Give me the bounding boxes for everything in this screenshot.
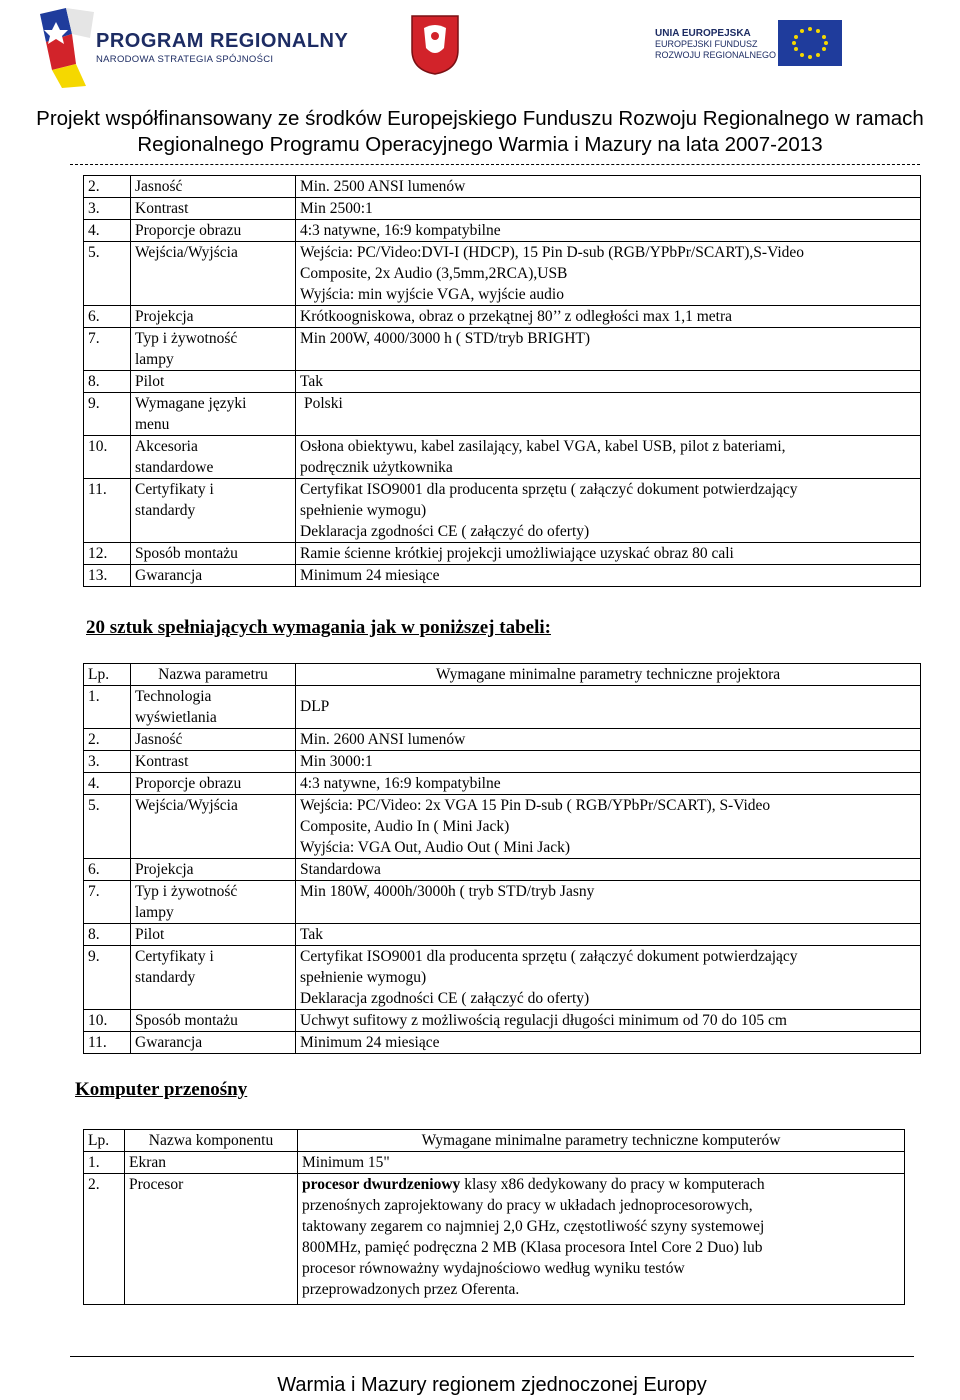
param-name: Jasność bbox=[131, 176, 296, 198]
value-line: Wejścia: PC/Video: 2x VGA 15 Pin D-sub ( RGB/YPbPr/SCART), S-Video bbox=[300, 797, 771, 814]
table-row bbox=[84, 176, 921, 198]
table-row bbox=[84, 686, 921, 729]
param-name bbox=[131, 686, 296, 729]
param-value: Min 180W, 4000h/3000h ( tryb STD/tryb Jasny bbox=[296, 881, 921, 924]
name-line: Certyfikaty i bbox=[135, 948, 214, 965]
table-row bbox=[84, 1032, 921, 1054]
param-name bbox=[131, 479, 296, 543]
param-value bbox=[296, 242, 921, 306]
param-name bbox=[131, 393, 296, 436]
component-value bbox=[298, 1174, 905, 1305]
param-name: Projekcja bbox=[131, 306, 296, 328]
row-number: 2. bbox=[84, 1174, 125, 1305]
row-number: 1. bbox=[84, 686, 131, 729]
component-name: Procesor bbox=[125, 1174, 298, 1305]
value-line: spełnienie wymogu) bbox=[300, 969, 427, 986]
param-value: Min. 2500 ANSI lumenów bbox=[296, 176, 921, 198]
section-heading-projectors-20: 20 sztuk spełniających wymagania jak w poniższej tabeli: bbox=[86, 617, 551, 638]
table-row bbox=[84, 306, 921, 328]
value-line: Composite, 2x Audio (3,5mm,2RCA),USB bbox=[300, 265, 568, 282]
eu-text-block bbox=[655, 28, 776, 61]
param-name: Projekcja bbox=[131, 859, 296, 881]
row-number: 12. bbox=[84, 543, 131, 565]
value-line: przeprowadzonych przez Oferenta. bbox=[302, 1281, 520, 1298]
value-line: Wejścia: PC/Video:DVI-I (HDCP), 15 Pin D-sub (RGB/YPbPr/SCART),S-Video bbox=[300, 244, 805, 261]
name-line: Technologia bbox=[135, 688, 212, 705]
param-name: Pilot bbox=[131, 371, 296, 393]
param-value bbox=[296, 479, 921, 543]
name-line: Typ i żywotność bbox=[135, 883, 238, 900]
value-line: 800MHz, pamięć podręczna 2 MB (Klasa procesora Intel Core 2 Duo) lub bbox=[302, 1239, 763, 1256]
table-row bbox=[84, 729, 921, 751]
param-name: Kontrast bbox=[131, 751, 296, 773]
param-name bbox=[131, 881, 296, 924]
name-line: standardy bbox=[135, 502, 196, 519]
param-value bbox=[296, 946, 921, 1010]
name-line: standardowe bbox=[135, 459, 214, 476]
value-line: Certyfikat ISO9001 dla producenta sprzętu ( załączyć dokument potwierdzający bbox=[300, 481, 798, 498]
row-number: 11. bbox=[84, 479, 131, 543]
param-name: Gwarancja bbox=[131, 1032, 296, 1054]
program-subtitle: NARODOWA STRATEGIA SPÓJNOŚCI bbox=[96, 54, 274, 65]
table-row bbox=[84, 773, 921, 795]
table-row bbox=[84, 946, 921, 1010]
table-row bbox=[84, 543, 921, 565]
table-row bbox=[84, 924, 921, 946]
row-number: 13. bbox=[84, 565, 131, 587]
table-row bbox=[84, 479, 921, 543]
param-value: Min. 2600 ANSI lumenów bbox=[296, 729, 921, 751]
row-number: 11. bbox=[84, 1032, 131, 1054]
value-line: Wyjścia: min wyjście VGA, wyjście audio bbox=[300, 286, 564, 303]
eu-flag-icon bbox=[778, 20, 842, 66]
param-name bbox=[131, 328, 296, 371]
param-name bbox=[131, 436, 296, 479]
component-value: Minimum 15" bbox=[298, 1152, 905, 1174]
header-param-value: Wymagane minimalne parametry techniczne projektora bbox=[296, 664, 921, 686]
header-divider bbox=[70, 164, 920, 165]
param-value: Min 2500:1 bbox=[296, 198, 921, 220]
param-value: Minimum 24 miesiące bbox=[296, 565, 921, 587]
eu-line-1: UNIA EUROPEJSKA bbox=[655, 28, 751, 39]
name-line: standardy bbox=[135, 969, 196, 986]
param-name: Sposób montażu bbox=[131, 1010, 296, 1032]
param-value bbox=[296, 436, 921, 479]
component-name: Ekran bbox=[125, 1152, 298, 1174]
table-row bbox=[84, 795, 921, 859]
name-line: Akcesoria bbox=[135, 438, 198, 455]
row-number: 5. bbox=[84, 242, 131, 306]
table-row bbox=[84, 198, 921, 220]
projector-table-1 bbox=[83, 175, 921, 587]
project-title bbox=[0, 106, 960, 158]
name-line: menu bbox=[135, 416, 170, 433]
param-value bbox=[296, 795, 921, 859]
row-number: 3. bbox=[84, 198, 131, 220]
param-name bbox=[131, 946, 296, 1010]
param-value: 4:3 natywne, 16:9 kompatybilne bbox=[296, 773, 921, 795]
row-number: 7. bbox=[84, 881, 131, 924]
row-number: 5. bbox=[84, 795, 131, 859]
param-name: Kontrast bbox=[131, 198, 296, 220]
warmia-mazury-crest-icon bbox=[410, 14, 460, 76]
param-value: DLP bbox=[296, 686, 921, 729]
program-title: PROGRAM REGIONALNY bbox=[96, 30, 349, 52]
param-value: Uchwyt sufitowy z możliwością regulacji długości minimum od 70 do 105 cm bbox=[296, 1010, 921, 1032]
header-component-value: Wymagane minimalne parametry techniczne komputerów bbox=[298, 1130, 905, 1152]
header-param-name: Nazwa parametru bbox=[131, 664, 296, 686]
value-line bbox=[302, 1174, 900, 1195]
row-number: 9. bbox=[84, 946, 131, 1010]
value-line: spełnienie wymogu) bbox=[300, 502, 427, 519]
row-number: 4. bbox=[84, 773, 131, 795]
table-row bbox=[84, 1010, 921, 1032]
page-header bbox=[0, 0, 960, 108]
param-value: Min 3000:1 bbox=[296, 751, 921, 773]
param-value bbox=[296, 393, 921, 436]
row-number: 9. bbox=[84, 393, 131, 436]
row-number: 4. bbox=[84, 220, 131, 242]
eu-line-2: EUROPEJSKI FUNDUSZ bbox=[655, 39, 758, 49]
value-line: taktowany zegarem co najmniej 2,0 GHz, częstotliwość szyny systemowej bbox=[302, 1218, 765, 1235]
name-line: lampy bbox=[135, 351, 174, 368]
footer-divider bbox=[70, 1356, 914, 1357]
name-line: Wymagane języki bbox=[135, 395, 247, 412]
value-line: Wyjścia: VGA Out, Audio Out ( Mini Jack) bbox=[300, 839, 571, 856]
param-name: Proporcje obrazu bbox=[131, 773, 296, 795]
table-row bbox=[84, 328, 921, 371]
header-lp: Lp. bbox=[84, 664, 131, 686]
row-number: 1. bbox=[84, 1152, 125, 1174]
table-row bbox=[84, 393, 921, 436]
table-row bbox=[84, 1174, 905, 1305]
row-number: 6. bbox=[84, 306, 131, 328]
row-number: 6. bbox=[84, 859, 131, 881]
table-row bbox=[84, 751, 921, 773]
project-title-line-1: Projekt współfinansowany ze środków Europejskiego Funduszu Rozwoju Regionalnego w ramach bbox=[36, 107, 924, 130]
table-row bbox=[84, 1152, 905, 1174]
param-name: Proporcje obrazu bbox=[131, 220, 296, 242]
table-row bbox=[84, 859, 921, 881]
param-name: Jasność bbox=[131, 729, 296, 751]
row-number: 2. bbox=[84, 176, 131, 198]
header-component-name: Nazwa komponentu bbox=[125, 1130, 298, 1152]
param-value: Ramie ścienne krótkiej projekcji umożliwiające uzyskać obraz 80 cali bbox=[296, 543, 921, 565]
name-line: Typ i żywotność bbox=[135, 330, 238, 347]
param-value: Tak bbox=[296, 924, 921, 946]
param-value: 4:3 natywne, 16:9 kompatybilne bbox=[296, 220, 921, 242]
name-line: lampy bbox=[135, 904, 174, 921]
name-line: Certyfikaty i bbox=[135, 481, 214, 498]
eu-line-3: ROZWOJU REGIONALNEGO bbox=[655, 50, 777, 60]
table-header-row bbox=[84, 1130, 905, 1152]
name-line: wyświetlania bbox=[135, 709, 217, 726]
table-row bbox=[84, 242, 921, 306]
value-text: Polski bbox=[304, 395, 343, 412]
param-name: Wejścia/Wyjścia bbox=[131, 795, 296, 859]
row-number: 10. bbox=[84, 436, 131, 479]
param-name: Sposób montażu bbox=[131, 543, 296, 565]
table-row bbox=[84, 565, 921, 587]
param-value: Standardowa bbox=[296, 859, 921, 881]
laptop-table bbox=[83, 1129, 905, 1305]
param-value: Krótkoogniskowa, obraz o przekątnej 80’’ z odległości max 1,1 metra bbox=[296, 306, 921, 328]
param-name: Pilot bbox=[131, 924, 296, 946]
row-number: 3. bbox=[84, 751, 131, 773]
row-number: 8. bbox=[84, 924, 131, 946]
param-value: Minimum 24 miesiące bbox=[296, 1032, 921, 1054]
param-name: Gwarancja bbox=[131, 565, 296, 587]
value-line: Osłona obiektywu, kabel zasilający, kabel VGA, kabel USB, pilot z bateriami, bbox=[300, 438, 786, 455]
value-line: Deklaracja zgodności CE ( załączyć do oferty) bbox=[300, 523, 590, 540]
value-line: Deklaracja zgodności CE ( załączyć do oferty) bbox=[300, 990, 590, 1007]
value-line: przenośnych zaprojektowany do pracy w układach jednoprocesorowych, bbox=[302, 1197, 753, 1214]
page-footer: Warmia i Mazury regionem zjednoczonej Europy bbox=[277, 1374, 707, 1396]
value-line: Certyfikat ISO9001 dla producenta sprzętu ( załączyć dokument potwierdzający bbox=[300, 948, 798, 965]
value-line: podręcznik użytkownika bbox=[300, 459, 453, 476]
row-number: 7. bbox=[84, 328, 131, 371]
value-line: procesor równoważny wydajnościowo według wyniku testów bbox=[302, 1260, 685, 1277]
project-title-line-2: Regionalnego Programu Operacyjnego Warmia i Mazury na lata 2007-2013 bbox=[137, 133, 823, 156]
table-row bbox=[84, 220, 921, 242]
header-lp: Lp. bbox=[84, 1130, 125, 1152]
value-line: Composite, Audio In ( Mini Jack) bbox=[300, 818, 510, 835]
value-bold: procesor dwurdzeniowy bbox=[302, 1176, 461, 1193]
param-value: Min 200W, 4000/3000 h ( STD/tryb BRIGHT) bbox=[296, 328, 921, 371]
section-heading-laptop: Komputer przenośny bbox=[75, 1079, 248, 1100]
row-number: 8. bbox=[84, 371, 131, 393]
table-row bbox=[84, 881, 921, 924]
row-number: 2. bbox=[84, 729, 131, 751]
table-row bbox=[84, 436, 921, 479]
param-name: Wejścia/Wyjścia bbox=[131, 242, 296, 306]
projector-table-2 bbox=[83, 663, 921, 1054]
param-value: Tak bbox=[296, 371, 921, 393]
table-row bbox=[84, 371, 921, 393]
value-text: klasy x86 dedykowany do pracy w komputerach bbox=[460, 1176, 765, 1193]
table-header-row bbox=[84, 664, 921, 686]
row-number: 10. bbox=[84, 1010, 131, 1032]
